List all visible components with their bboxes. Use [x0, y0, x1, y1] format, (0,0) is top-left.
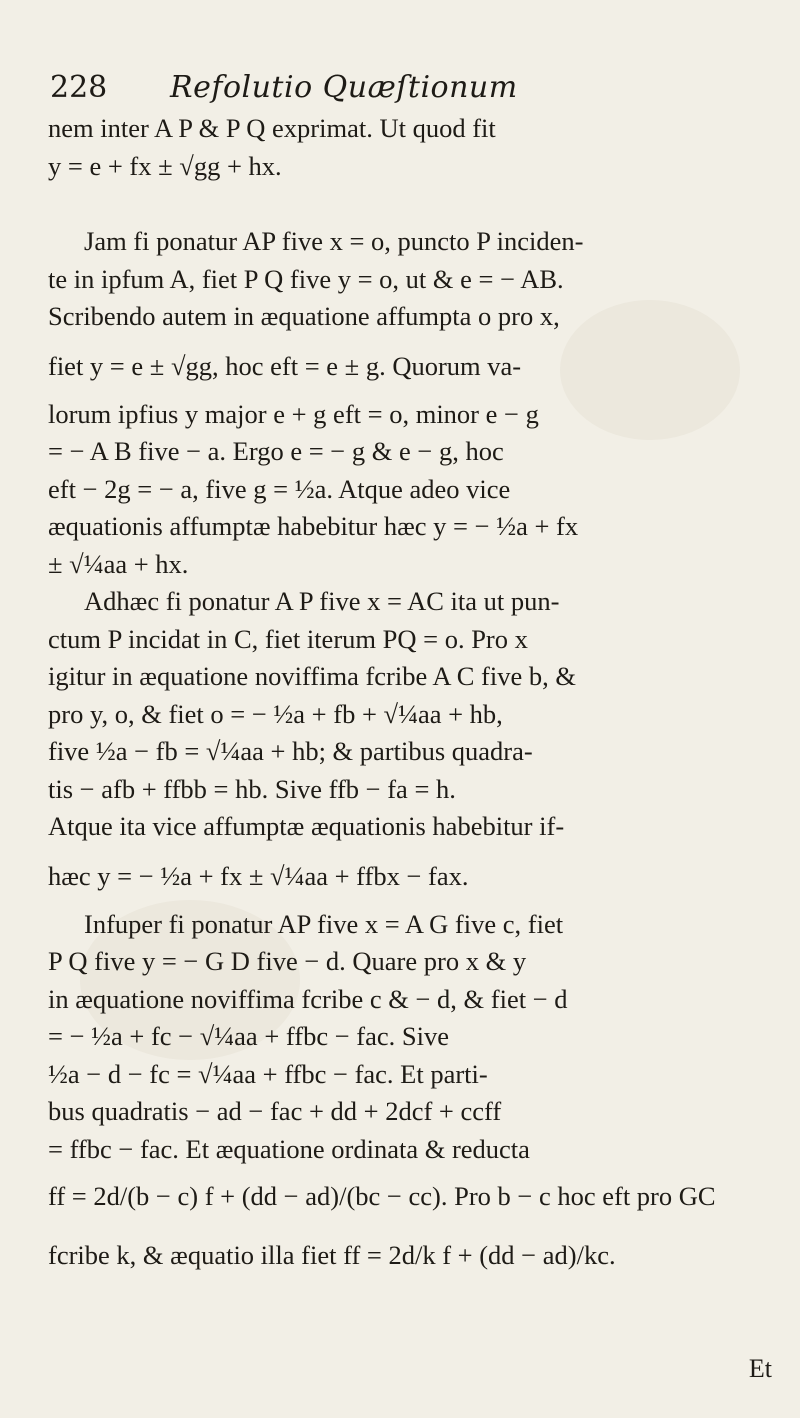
- text-line: æquationis affumptæ habebitur hæc y = − ½a + fx: [48, 511, 579, 541]
- text-line: ½a − d − fc = √¼aa + ffbc − fac. Et parti-: [48, 1058, 488, 1089]
- body-text: [48, 110, 768, 1286]
- text-line: eft − 2g = − a, five g = ½a. Atque adeo vice: [48, 473, 511, 504]
- text-line: = − ½a + fc − √¼aa + ffbc − fac. Sive: [48, 1021, 449, 1051]
- text-line: five ½a − fb = √¼aa + hb; & partibus quadra-: [48, 736, 533, 766]
- text-line: P Q five y = − G D five − d. Quare pro x & y: [48, 946, 527, 976]
- text-line: = ffbc − fac. Et æquatione ordinata & reducta: [48, 1133, 530, 1164]
- catchword: Et: [748, 1354, 772, 1383]
- text-line: pro y, o, & fiet o = − ½a + fb + √¼aa + hb,: [48, 698, 503, 729]
- text-line: lorum ipfius y major e + g eft = o, minor e − g: [48, 398, 539, 429]
- formula-line: y = e + fx ± √gg + hx.: [48, 150, 282, 181]
- paragraph-start-line: Jam fi ponatur AP five x = o, puncto P inciden-: [84, 226, 584, 256]
- formula-line: ff = 2d/(b − c) f + (dd − ad)/(bc − cc). Pro b − c hoc eft pro GC: [48, 1181, 716, 1211]
- text-line: bus quadratis − ad − fac + dd + 2dcf + ccff: [48, 1096, 502, 1126]
- running-title: Refolutio Quæſtionum: [170, 70, 518, 105]
- text-line: ctum P incidat in C, fiet iterum PQ = o. Pro x: [48, 623, 528, 654]
- paragraph-start-line: Infuper fi ponatur AP five x = A G five c, fiet: [84, 908, 564, 939]
- formula-line: fcribe k, & æquatio illa fiet ff = 2d/k f + (dd − ad)/kc.: [48, 1240, 616, 1270]
- text-line: in æquatione noviffima fcribe c & − d, & fiet − d: [48, 983, 568, 1014]
- formula-line: ± √¼aa + hx.: [48, 548, 189, 579]
- text-line: Scribendo autem in æquatione affumpta o pro x,: [48, 301, 560, 331]
- text-line: nem inter A P & P Q exprimat. Ut quod fit: [48, 113, 496, 143]
- formula-line: hæc y = − ½a + fx ± √¼aa + ffbx − fax.: [48, 860, 469, 891]
- paragraph-start-line: Adhæc fi ponatur A P five x = AC ita ut pun-: [84, 586, 560, 616]
- text-line: Atque ita vice affumptæ æquationis habebitur if-: [48, 811, 565, 841]
- text-line: tis − afb + ffbb = hb. Sive ffb − fa = h.: [48, 773, 456, 804]
- text-line: igitur in æquatione noviffima fcribe A C five b, &: [48, 661, 576, 691]
- text-line: te in ipfum A, fiet P Q five y = o, ut & e = − AB.: [48, 263, 564, 294]
- page-number: 228: [50, 70, 108, 105]
- running-head: [50, 70, 760, 110]
- text-line: fiet y = e ± √gg, hoc eft = e ± g. Quorum va-: [48, 350, 522, 381]
- text-line: = − A B five − a. Ergo e = − g & e − g, hoc: [48, 436, 504, 466]
